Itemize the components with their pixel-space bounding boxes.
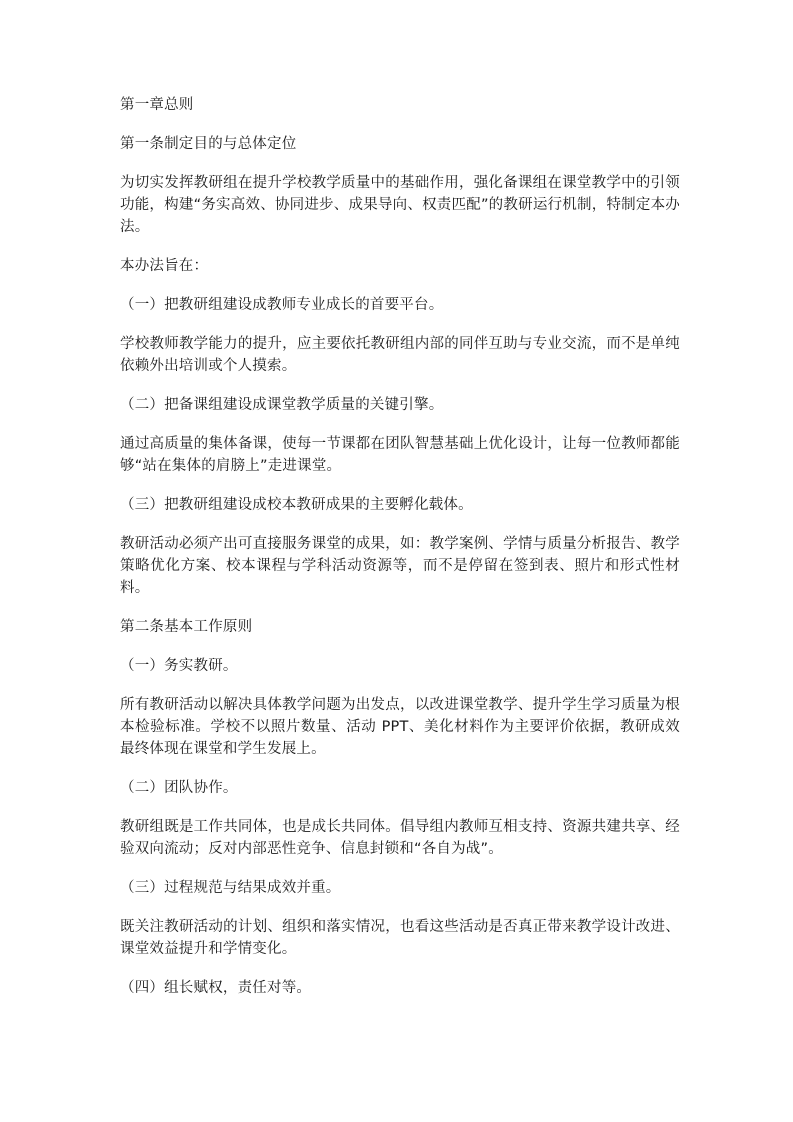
list-item-heading: （二）把备课组建设成课堂教学质量的关键引擎。 [120,397,444,413]
list-item-heading: （三）过程规范与结果成效并重。 [120,880,341,896]
list-item-heading: （三）把教研组建设成校本教研成果的主要孵化载体。 [120,497,473,513]
body-paragraph: 所有教研活动以解决具体教学问题为出发点，以改进课堂教学、提升学生学习质量为根本检验标准。学校不以照片数量、活动 PPT、美化材料作为主要评价依据，教研成效最终体现在课堂和学生发展上。 [120,697,680,757]
body-paragraph: 教研组既是工作共同体，也是成长共同体。倡导组内教师互相支持、资源共建共享、经验双向流动；反对内部恶性竞争、信息封锁和“各自为战”。 [120,819,680,857]
list-item-heading: （一）把教研组建设成教师专业成长的首要平台。 [120,297,444,313]
body-paragraph: 为切实发挥教研组在提升学校教学质量中的基础作用，强化备课组在课堂教学中的引领功能，构建“务实高效、协同进步、成果导向、权责匹配”的教研运行机制，特制定本办法。 [120,175,680,235]
body-paragraph: 本办法旨在： [120,258,209,274]
list-item-heading: （四）组长赋权，责任对等。 [120,980,312,996]
document-body [120,94,680,1016]
article-heading: 第一条制定目的与总体定位 [120,136,297,152]
list-item-heading: （二）团队协作。 [120,780,238,796]
body-paragraph: 通过高质量的集体备课，使每一节课都在团队智慧基础上优化设计，让每一位教师都能够“站在集体的肩膀上”走进课堂。 [120,436,680,474]
body-paragraph: 既关注教研活动的计划、组织和落实情况，也看这些活动是否真正带来教学设计改进、课堂效益提升和学情变化。 [120,919,680,957]
list-item-heading: （一）务实教研。 [120,658,238,674]
body-paragraph: 教研活动必须产出可直接服务课堂的成果，如：教学案例、学情与质量分析报告、教学策略优化方案、校本课程与学科活动资源等，而不是停留在签到表、照片和形式性材料。 [120,536,680,596]
chapter-heading: 第一章总则 [120,97,194,113]
article-heading: 第二条基本工作原则 [120,619,253,635]
body-paragraph: 学校教师教学能力的提升，应主要依托教研组内部的同伴互助与专业交流，而不是单纯依赖外出培训或个人摸索。 [120,336,680,374]
